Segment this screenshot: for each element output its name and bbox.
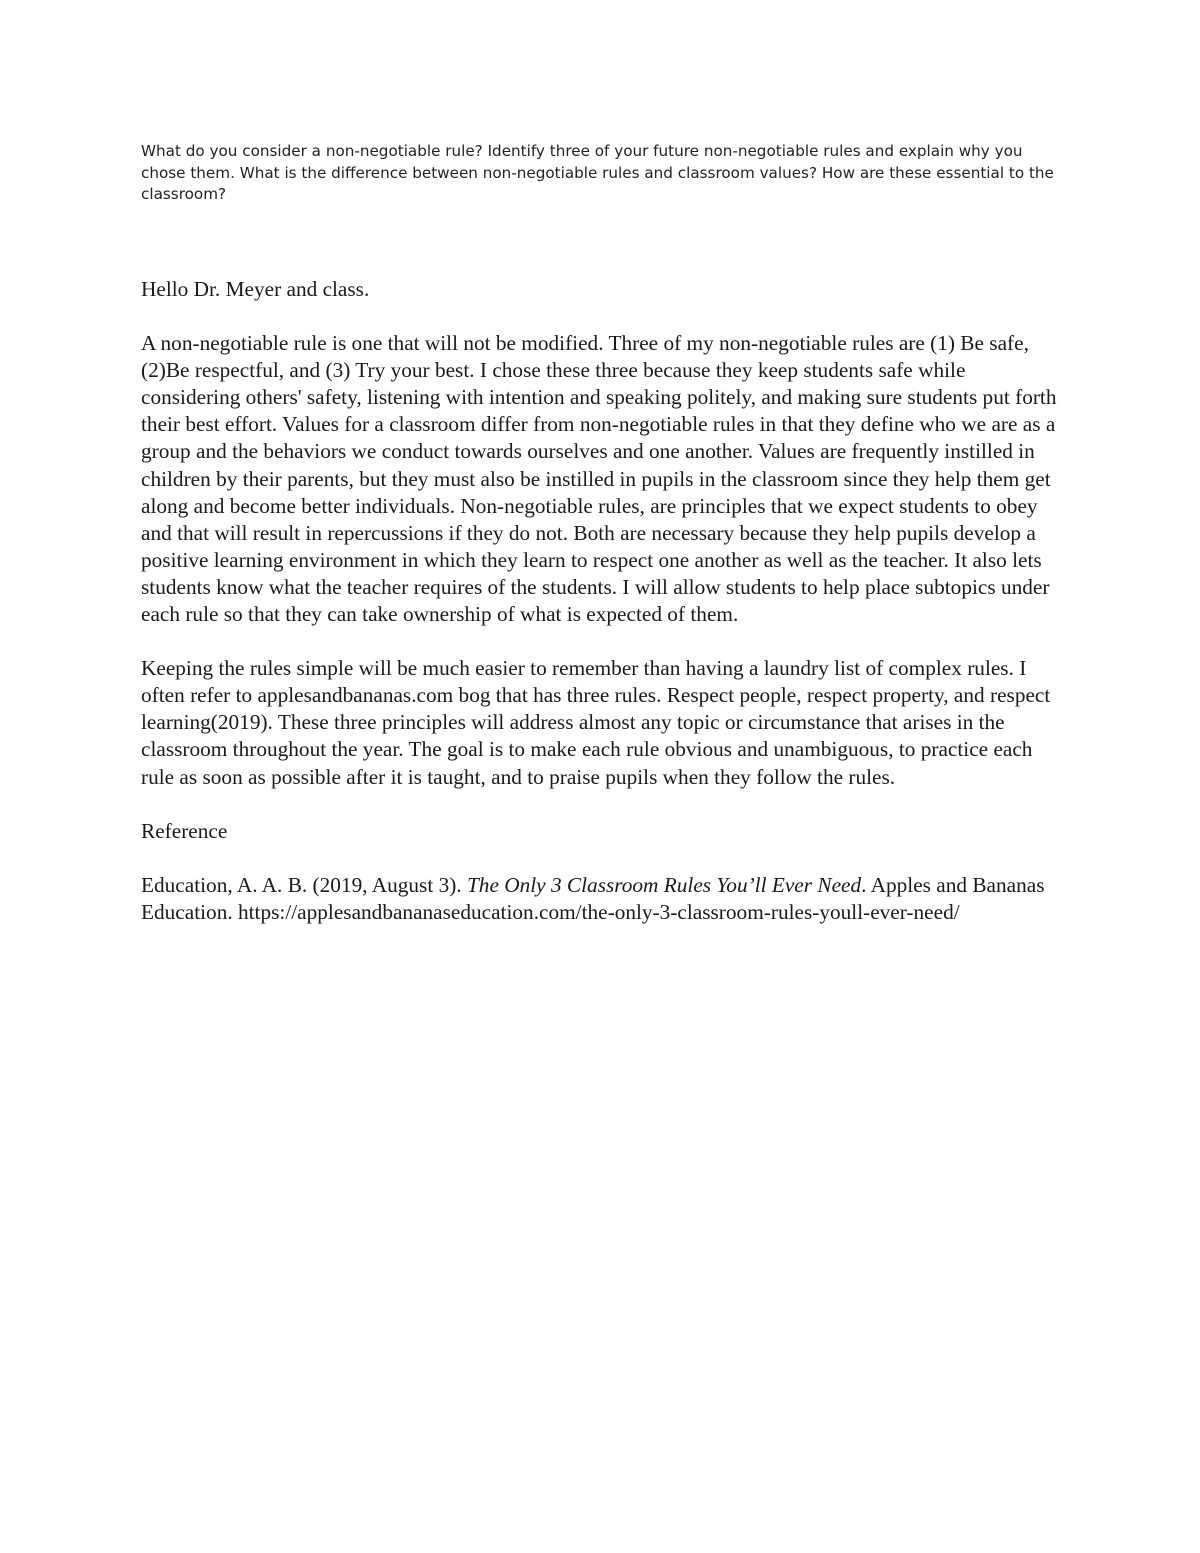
reference-authors: Education, A. A. B. (2019, August 3). [141, 872, 467, 897]
assignment-prompt: What do you consider a non-negotiable rule? Identify three of your future non-negotiable rules and explain why you chose them. What is the difference between non-negotiable rules and classroom values? How are these essential to the classroom? [141, 142, 1054, 203]
reference-heading: Reference [141, 818, 228, 843]
reference-source: . Apples and Bananas Education. https://applesandbananaseducation.com/the-only-3-classroom-rules-youll-ever-need/ [141, 872, 1045, 924]
response-body [141, 276, 1066, 953]
reference-title: The Only 3 Classroom Rules You’ll Ever Need [466, 872, 862, 897]
greeting: Hello Dr. Meyer and class. [141, 277, 370, 301]
reference-entry [141, 872, 1066, 926]
paragraph-rules: A non-negotiable rule is one that will not be modified. Three of my non-negotiable rules are (1) Be safe, (2)Be respectful, and (3) Try your best. I chose these three because they keep students safe while considering others' safety, listening with intention and speaking politely, and making sure students put forth their best effort. Values for a classroom differ from non-negotiable rules in that they define who we are as a group and the behaviors we conduct towards ourselves and one another. Values are frequently instilled in children by their parents, but they must also be instilled in pupils in the classroom since they help them get along and become better individuals. Non-negotiable rules, are principles that we expect students to obey and that will result in repercussions if they do not. Both are necessary because they help pupils develop a positive learning environment in which they learn to respect one another as well as the teacher. It also lets students know what the teacher requires of the students. I will allow students to help place subtopics under each rule so that they can take ownership of what is expected of them. [141, 331, 1057, 627]
paragraph-simple-rules: Keeping the rules simple will be much easier to remember than having a laundry list of complex rules. I often refer to applesandbananas.com bog that has three rules. Respect people, respect property, and respect learning(2019). These three principles will address almost any topic or circumstance that arises in the classroom throughout the year. The goal is to make each rule obvious and unambiguous, to practice each rule as soon as possible after it is taught, and to praise pupils when they follow the rules. [141, 656, 1051, 789]
